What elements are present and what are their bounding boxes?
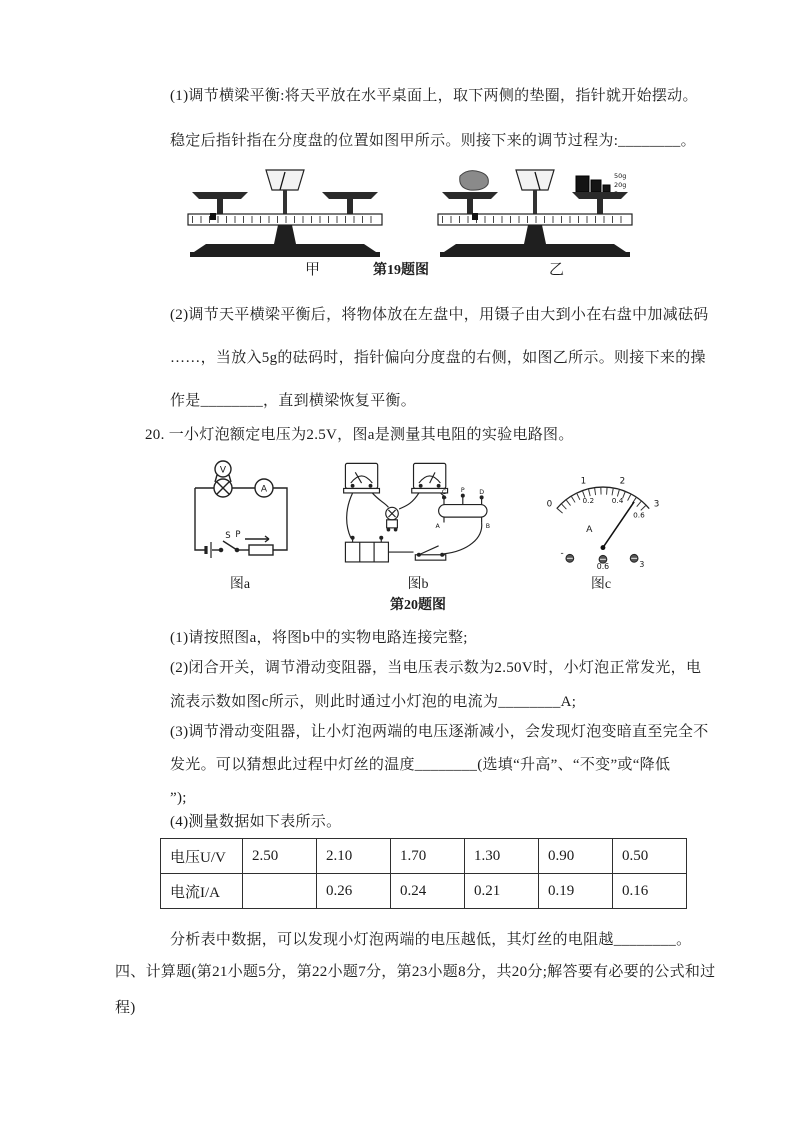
table-cell: 0.24 [391,874,465,909]
graduated-beam [438,214,632,225]
left-pan [442,192,498,199]
rheostat-terminal-c: C [441,488,447,496]
rheostat-symbol [249,545,273,555]
physical-circuit [344,463,487,562]
q20-sub3-line2: 发光。可以猜想此过程中灯丝的温度________(选填“升高”、“不变”或“降低 [170,757,671,773]
pillar [524,225,546,244]
q20-sub2-line1: (2)闭合开关，调节滑动变阻器，当电压表示数为2.50V时，小灯泡正常发光，电 [170,660,702,676]
balance-diagram-svg [175,168,645,260]
q20-intro: 20. 一小灯泡额定电压为2.5V，图a是测量其电阻的实验电路图。 [145,427,574,443]
dial-needle [603,502,634,548]
figure20-caption: 第20题图 [390,598,446,613]
plate-support [283,190,287,214]
q19-part2-line2: ……，当放入5g的砝码时，指针偏向分度盘的右侧，如图乙所示。则接下来的操 [170,350,706,366]
voltmeter-label: V [219,465,227,476]
table-cell: 0.26 [317,874,391,909]
table-row-header: 电流I/A [161,874,243,909]
table-cell: 2.10 [317,839,391,874]
q20-sub4: (4)测量数据如下表所示。 [170,814,342,830]
figure19-caption: 第19题图 [373,263,429,278]
base [444,244,626,252]
right-pan [572,192,628,199]
figure-19-balances [175,168,645,280]
needle-pivot [601,545,606,550]
figure19-label-jia: 甲 [305,262,321,278]
weight-label: 20g [614,181,627,189]
q19-part2-line3: 作是________，直到横梁恢复平衡。 [170,393,417,409]
dial-unit: A [586,524,593,536]
q19-part1-line1: (1)调节横梁平衡:将天平放在水平桌面上，取下两侧的垫圈，指针就开始摆动。 [170,88,698,104]
table-cell: 0.90 [539,839,613,874]
dial-ticks [560,491,646,511]
rheostat-terminal-b: B [485,522,491,530]
dial-scale-06: 0.6 [633,510,645,520]
table-row-current [161,874,687,909]
switch-physical [415,546,445,560]
table-cell: 1.30 [465,839,539,874]
terminal-label-06: 0.6 [596,562,610,570]
section4-line1: 四、计算题(第21小题5分，第22小题7分，第23小题8分，共20分;解答要有必要的公式和过 [115,964,716,980]
dial-scale-1: 1 [580,476,587,487]
dial-scale-2: 2 [619,476,626,487]
terminal-label-3: 3 [639,560,645,570]
pillar [274,225,296,244]
ammeter-label: A [260,484,268,495]
right-pan [322,192,378,199]
base [194,244,376,252]
subfigure-b [318,458,518,593]
left-pan [192,192,248,199]
switch-label: S [225,531,231,541]
weights-stack [576,176,610,192]
dial-scale-04: 0.4 [611,495,624,505]
rheostat-physical [439,494,487,522]
balance-scale-yi [438,170,632,257]
circuit-schematic-svg [175,458,305,570]
q20-sub3-line3: ”); [170,790,187,806]
ammeter-dial-svg [531,458,671,570]
table-cell [243,874,317,909]
plate-support [533,190,537,214]
table-cell: 0.16 [613,874,687,909]
rheostat-terminal-a: A [435,522,440,530]
q20-sub3-line1: (3)调节滑动变阻器，让小灯泡两端的电压逐渐减小，会发现灯泡变暗直至完全不 [170,724,709,740]
physical-circuit-svg [323,458,513,570]
q20-sub1: (1)请按照图a，将图b中的实物电路连接完整; [170,630,468,646]
subfigure-a [170,458,310,593]
caption-fig-c: 图c [590,577,612,592]
rheostat-label: P [235,530,241,540]
rock-object [460,171,489,190]
q19-part2-line1: (2)调节天平横梁平衡后，将物体放在左盘中，用镊子由大到小在右盘中加减砝码 [170,307,709,323]
dial-scale-0: 0 [546,499,553,510]
section4-line2: 程) [115,1000,136,1016]
rider-weight [472,213,478,220]
caption-fig-a: 图a [229,577,251,592]
figure-20-circuits [170,458,685,620]
weight-label: 50g [614,172,627,180]
voltmeter-physical [344,463,380,493]
dial-scale-3: 3 [653,499,660,510]
measurement-table [160,838,687,909]
table-cell: 1.70 [391,839,465,874]
graduated-beam [188,214,382,225]
table-cell: 0.21 [465,874,539,909]
figure19-label-yi: 乙 [549,262,565,278]
bulb-physical [386,507,399,531]
dial-scale-02: 0.2 [582,495,595,505]
table-cell: 0.19 [539,874,613,909]
rider-weight [210,213,216,220]
subfigure-c [526,458,676,593]
ammeter-dial [557,487,650,563]
q20-analysis: 分析表中数据，可以发现小灯泡两端的电压越低，其灯丝的电阻越________。 [170,932,692,948]
circuit-schematic [195,461,287,558]
battery-physical [345,536,388,562]
rheostat-terminal-p: P [460,487,465,495]
q19-part1-line2: 稳定后指针指在分度盘的位置如图甲所示。则接下来的调节过程为:________。 [170,133,696,149]
switch-symbol [223,541,237,550]
caption-fig-b: 图b [407,577,429,592]
table-cell: 0.50 [613,839,687,874]
table-row-header: 电压U/V [161,839,243,874]
table-row-voltage [161,839,687,874]
balance-scale-jia [188,170,382,257]
q20-sub2-line2: 流表示数如图c所示，则此时通过小灯泡的电流为________A; [170,694,577,710]
connection-wires [347,493,482,554]
terminal-label-minus: - [560,548,564,559]
rheostat-terminal-d: D [479,488,485,496]
table-cell: 2.50 [243,839,317,874]
